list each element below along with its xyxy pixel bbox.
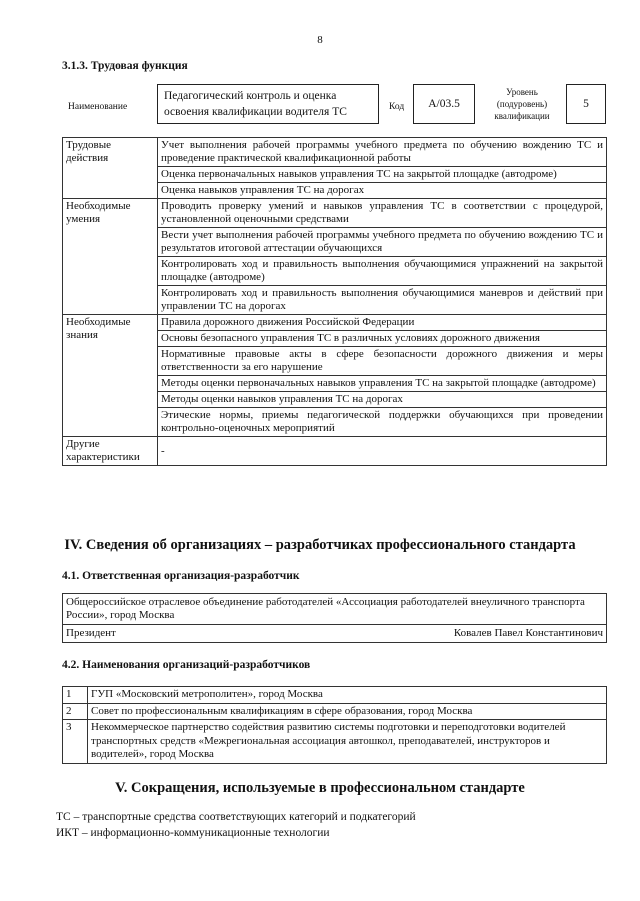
skill-item: Контролировать ход и правильность выполнения обучающимися упражнений на закрытой площадке (автодроме)	[158, 257, 607, 286]
labor-action-item: Оценка навыков управления ТС на дорогах	[158, 183, 607, 199]
skill-item: Вести учет выполнения рабочей программы учебного предмета по обучению вождению ТС и результатов итоговой аттестации обучающихся	[158, 228, 607, 257]
developer-name: ГУП «Московский метрополитен», город Москва	[88, 687, 607, 704]
developer-number: 1	[63, 687, 88, 704]
code-value: A/03.5	[413, 84, 475, 124]
person-name: Ковалев Павел Константинович	[211, 625, 607, 643]
knowledge-item: Методы оценки первоначальных навыков управления ТС на закрытой площадке (автодроме)	[158, 376, 607, 392]
section-iv-heading: IV. Сведения об организациях – разработчиках профессионального стандарта	[64, 537, 576, 553]
labor-function-table	[62, 137, 607, 466]
page-number: 8	[317, 34, 323, 46]
knowledge-item: Этические нормы, приемы педагогической поддержки обучающихся при проведении контрольно-оценочных мероприятий	[158, 408, 607, 437]
other-label: Другие характеристики	[63, 437, 158, 466]
table-row	[63, 594, 607, 625]
knowledge-item: Правила дорожного движения Российской Федерации	[158, 315, 607, 331]
table-row	[63, 703, 607, 720]
developer-name: Некоммерческое партнерство содействия развитию системы подготовки и переподготовки водителей транспортных средств «Межрегиональная ассоциация автошкол, преподавателей, инструкторов и водителей», город Москва	[88, 720, 607, 764]
knowledge-label: Необходимые знания	[63, 315, 158, 437]
name-value: Педагогический контроль и оценка освоения квалификации водителя ТС	[157, 84, 379, 124]
table-row	[63, 315, 607, 331]
section-v-heading: V. Сокращения, используемые в профессиональном стандарте	[115, 780, 525, 796]
table-row	[63, 720, 607, 764]
responsible-org-heading: 4.1. Ответственная организация-разработчик	[62, 570, 300, 582]
knowledge-item: Нормативные правовые акты в сфере безопасности дорожного движения и меры ответственности за его нарушение	[158, 347, 607, 376]
skill-item: Контролировать ход и правильность выполнения обучающимися маневров и действий при управлении ТС на дорогах	[158, 286, 607, 315]
labor-actions-label: Трудовые действия	[63, 138, 158, 199]
skills-label: Необходимые умения	[63, 199, 158, 315]
table-row	[63, 625, 607, 643]
developer-name: Совет по профессиональным квалификациям в сфере образования, город Москва	[88, 703, 607, 720]
abbreviation-item: ТС – транспортные средства соответствующих категорий и подкатегорий	[56, 811, 416, 823]
responsible-org-name: Общероссийское отраслевое объединение работодателей «Ассоциация работодателей внеуличного транспорта России», город Москва	[63, 594, 607, 625]
level-value: 5	[566, 84, 606, 124]
knowledge-item: Методы оценки навыков управления ТС на дорогах	[158, 392, 607, 408]
labor-action-item: Оценка первоначальных навыков управления ТС на закрытой площадке (автодроме)	[158, 167, 607, 183]
responsible-org-table	[62, 593, 607, 643]
code-label: Код	[389, 102, 405, 112]
labor-function-heading: 3.1.3. Трудовая функция	[62, 60, 188, 72]
level-label: Уровень (подуровень) квалификации	[494, 87, 550, 121]
abbreviation-item: ИКТ – информационно-коммуникационные технологии	[56, 827, 330, 839]
developer-number: 3	[63, 720, 88, 764]
table-row	[63, 199, 607, 228]
position-label: Президент	[63, 625, 211, 643]
other-value: -	[158, 437, 607, 466]
table-row	[63, 687, 607, 704]
labor-action-item: Учет выполнения рабочей программы учебного предмета по обучению вождению ТС и проведение практической квалификационной работы	[158, 138, 607, 167]
developer-number: 2	[63, 703, 88, 720]
developer-orgs-heading: 4.2. Наименования организаций-разработчиков	[62, 659, 311, 671]
name-label: Наименование	[68, 102, 128, 112]
knowledge-item: Основы безопасного управления ТС в различных условиях дорожного движения	[158, 331, 607, 347]
table-row	[63, 138, 607, 167]
table-row	[63, 437, 607, 466]
skill-item: Проводить проверку умений и навыков управления ТС в соответствии с процедурой, установленной оценочными средствами	[158, 199, 607, 228]
developer-orgs-table	[62, 686, 607, 764]
